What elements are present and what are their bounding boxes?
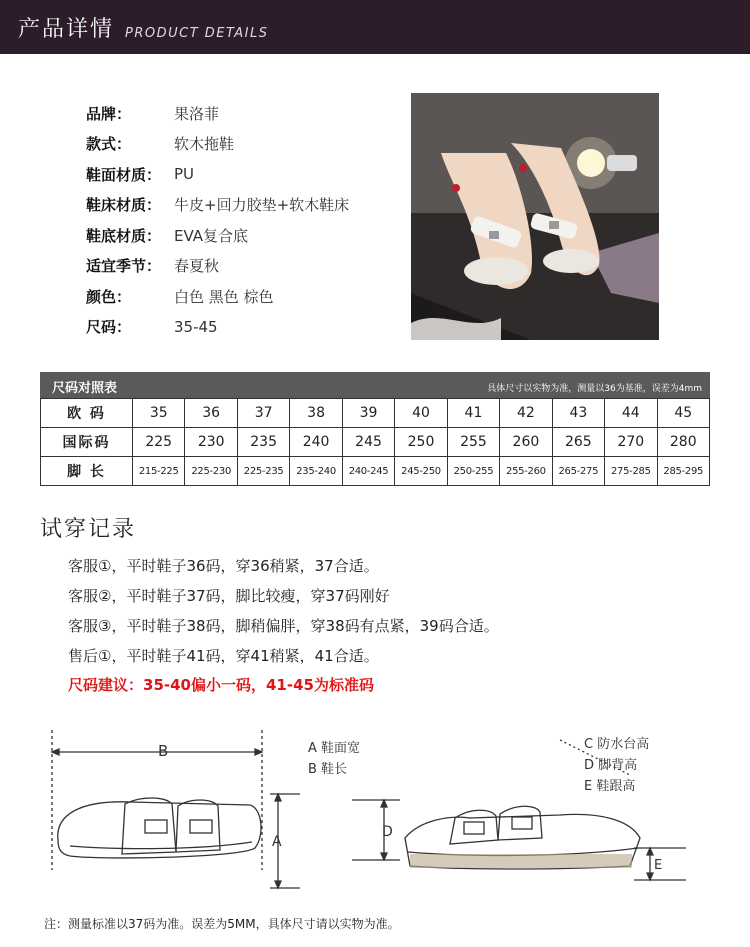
spec-value: 软木拖鞋 xyxy=(174,135,235,154)
measurement-diagram xyxy=(0,720,750,915)
table-cell: 250 xyxy=(395,428,447,457)
table-row-foot xyxy=(41,457,710,486)
table-cell: 255-260 xyxy=(500,457,552,486)
legend-item: D 脚背高 xyxy=(584,758,638,773)
table-cell: 265-275 xyxy=(552,457,604,486)
legend-item: B 鞋长 xyxy=(308,762,348,777)
spec-value: EVA复合底 xyxy=(174,226,249,245)
row-label: 欧 码 xyxy=(41,399,133,428)
table-cell: 36 xyxy=(185,399,237,428)
spec-row-style xyxy=(86,129,396,160)
table-cell: 235 xyxy=(237,428,289,457)
table-cell: 44 xyxy=(605,399,657,428)
spec-label: 尺码： xyxy=(86,318,132,337)
table-cell: 280 xyxy=(657,428,709,457)
table-cell: 45 xyxy=(657,399,709,428)
section-title: 产品详情 xyxy=(18,17,115,42)
legend-item: E 鞋跟高 xyxy=(584,779,636,794)
spec-label: 颜色： xyxy=(86,287,132,306)
table-row-intl xyxy=(41,428,710,457)
trial-title: 试穿记录 xyxy=(40,517,137,542)
size-table-title: 尺码对照表 xyxy=(52,381,118,396)
section-subtitle: PRODUCT DETAILS xyxy=(125,26,269,41)
size-suggestion: 尺码建议：35-40偏小一码，41-45为标准码 xyxy=(68,676,374,694)
label-a: A xyxy=(272,834,282,850)
spec-row-upper xyxy=(86,159,396,190)
spec-label: 品牌： xyxy=(86,104,132,123)
table-cell: 38 xyxy=(290,399,342,428)
table-cell: 250-255 xyxy=(447,457,499,486)
trial-record: 客服①，平时鞋子36码，穿36稍紧，37合适。 xyxy=(68,557,379,575)
table-cell: 285-295 xyxy=(657,457,709,486)
size-table-note: 具体尺寸以实物为准，测量以36为基准，误差为4mm xyxy=(487,384,702,394)
row-label: 脚 长 xyxy=(41,457,133,486)
legend-right xyxy=(584,734,649,797)
spec-row-insole xyxy=(86,190,396,221)
table-cell: 43 xyxy=(552,399,604,428)
label-b: B xyxy=(158,742,169,760)
table-cell: 42 xyxy=(500,399,552,428)
table-cell: 230 xyxy=(185,428,237,457)
spec-label: 款式： xyxy=(86,135,132,154)
table-cell: 245 xyxy=(342,428,394,457)
legend-left xyxy=(308,738,360,780)
table-cell: 240-245 xyxy=(342,457,394,486)
table-cell: 260 xyxy=(500,428,552,457)
spec-label: 鞋面材质： xyxy=(86,165,162,184)
spec-label: 鞋底材质： xyxy=(86,226,162,245)
spec-row-color xyxy=(86,281,396,312)
table-cell: 35 xyxy=(133,399,185,428)
sandal-photo-illustration xyxy=(411,93,659,340)
footer-note: 注：测量标准以37码为准。误差为5MM，具体尺寸请以实物为准。 xyxy=(44,917,400,931)
table-cell: 275-285 xyxy=(605,457,657,486)
legend-item: A 鞋面宽 xyxy=(308,741,361,756)
spec-list xyxy=(86,98,396,342)
trial-record: 售后①，平时鞋子41码，穿41稍紧，41合适。 xyxy=(68,647,379,665)
row-label: 国际码 xyxy=(41,428,133,457)
spec-label: 适宜季节： xyxy=(86,257,162,276)
table-cell: 37 xyxy=(237,399,289,428)
table-cell: 270 xyxy=(605,428,657,457)
spec-value: 35-45 xyxy=(174,317,218,336)
product-photo xyxy=(411,93,659,340)
table-cell: 40 xyxy=(395,399,447,428)
table-cell: 255 xyxy=(447,428,499,457)
section-header xyxy=(0,0,750,54)
table-cell: 240 xyxy=(290,428,342,457)
spec-value: 白色 黑色 棕色 xyxy=(174,287,274,306)
table-cell: 215-225 xyxy=(133,457,185,486)
table-cell: 235-240 xyxy=(290,457,342,486)
label-e: E xyxy=(654,858,663,873)
table-cell: 225-230 xyxy=(185,457,237,486)
table-cell: 39 xyxy=(342,399,394,428)
spec-value: 果洛菲 xyxy=(174,104,220,123)
table-cell: 225 xyxy=(133,428,185,457)
table-cell: 245-250 xyxy=(395,457,447,486)
table-row-eu xyxy=(41,399,710,428)
spec-row-sole xyxy=(86,220,396,251)
label-d: D xyxy=(382,824,393,840)
spec-value: 牛皮+回力胶垫+软木鞋床 xyxy=(174,196,350,215)
trial-record: 客服③，平时鞋子38码，脚稍偏胖，穿38码有点紧，39码合适。 xyxy=(68,617,499,635)
spec-row-season xyxy=(86,251,396,282)
legend-item: C 防水台高 xyxy=(584,737,650,752)
spec-row-brand xyxy=(86,98,396,129)
trial-record: 客服②，平时鞋子37码，脚比较瘦，穿37码刚好 xyxy=(68,587,390,605)
table-cell: 225-235 xyxy=(237,457,289,486)
size-table-header xyxy=(40,372,710,398)
table-cell: 41 xyxy=(447,399,499,428)
spec-label: 鞋床材质： xyxy=(86,196,162,215)
spec-row-size xyxy=(86,312,396,343)
spec-value: 春夏秋 xyxy=(174,257,220,276)
size-table xyxy=(40,398,710,486)
table-cell: 265 xyxy=(552,428,604,457)
spec-value: PU xyxy=(174,165,195,184)
